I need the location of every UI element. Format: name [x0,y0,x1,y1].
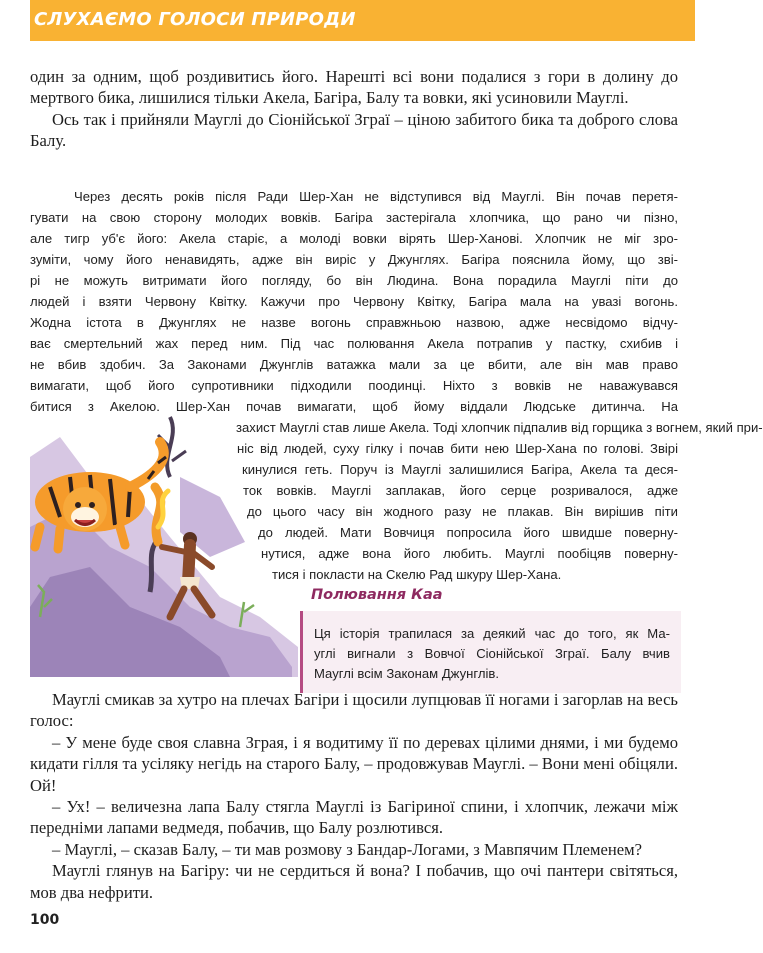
story-line: до людей. Мати Вовчиця попросила його швидше поверну- [258,525,678,540]
paragraph-7: Мауглі глянув на Багіру: чи не сердиться й вона? І побачив, що очі пантери світяться, мов два нефрити. [30,861,678,902]
page-header-bar [30,0,695,41]
intro-line: углі вигнали з Вовчої Сіонійської Зграї. Балу вчив [314,646,670,661]
story-line: до цього часу він жодного разу не плакав. Він вирішив піти [247,504,678,519]
paragraph-6: – Мауглі, – сказав Балу, – ти мав розмову з Бандар-Логами, з Мавпячим Племенем? [52,839,642,859]
section-title: Полювання Каа [311,587,443,603]
section-intro-text [314,624,670,684]
paragraph-1: один за одним, щоб роздивитись його. Нарешті всі вони подалися з гори в долину до мертвого бика, лишилися тільки Акела, Багіра, Балу та вовки, які усиновили Мауглі. [30,67,678,108]
page-number: 100 [30,912,60,928]
story-line: ток вовків. Мауглі заплакав, його серце розривалося, адже [243,483,678,498]
story-line: нутися, адже вона його любить. Мауглі пообіцяв поверну- [261,546,678,561]
story-line: Жодна істота в Джунглях не назве вогонь справжньою назвою, адже несвідомо відчу- [30,315,678,330]
paragraph-5: – Ух! – величезна лапа Балу стягла Мауглі із Багіриної спини, і хлопчик, лежачи між передніми лапами ведмедя, побачив, що Балу розлютився. [30,797,678,838]
story-line: не вбив здобич. За Законами Джунглів ватажка мали за це вбити, але він мав право [30,357,678,372]
intro-line: Мауглі всім Законам Джунглів. [314,666,500,681]
intro-line: Ця історія трапилася за деякий час до того, як Ма- [314,626,670,641]
story-line: рі не можуть витримати його погляду, бо він Людина. Вона порадила Мауглі піти до [30,273,678,288]
paragraph-3: Мауглі смикав за хутро на плечах Багіри і щосили лупцював її ногами і загорлав на весь голос: [30,690,678,731]
story-line: людей і взяти Червону Квітку. Кажучи про Червону Квітку, Багіра мала на увазі вогонь. [30,294,678,309]
story-line: ніс від людей, суху гілку і почав бити нею Шер-Хана по голові. Звірі [237,441,678,456]
bottom-text-block [30,689,678,903]
story-line: Через десять років після Ради Шер-Хан не відступився від Мауглі. Він почав перетя- [74,189,678,204]
chapter-title: СЛУХАЄМО ГОЛОСИ ПРИРОДИ [34,9,356,30]
story-line: зуміти, чому його ненавидять, адже він виріс у Джунглях. Багіра пояснила йому, що зві- [30,252,678,267]
story-line: ває смертельний жах перед ним. Під час полювання Акела потрапив у пастку, схибив і [30,336,678,351]
story-line: битися з Акелою. Шер-Хан почав вимагати, щоб йому віддали Людське дитинча. На [30,399,678,414]
story-line: тися і покласти на Скелю Рад шкуру Шер-Хана. [272,567,562,582]
story-line: вимагати, щоб його супротивники підходили поодинці. Ніхто з вовків не наважувався [30,378,678,393]
paragraph-2: Ось так і прийняли Мауглі до Сіонійської Зграї – ціною забитого бика та доброго слова Балу. [30,109,678,151]
paragraph-4: – У мене буде своя славна Зграя, і я водитиму її по деревах цілими днями, і ми будемо кидати гілля та усіляку негідь на старого Балу, – продовжував Мауглі. – Вони мені обіцяли. Ой! [30,732,678,795]
story-line: гувати на свою сторону молодих вовків. Багіра застерігала хлопчика, що рано чи пізно, [30,210,678,225]
story-summary-full-width [30,186,678,417]
story-line: кинулися геть. Поруч із Мауглі залишилися Багіра, Акела та деся- [242,462,678,477]
top-text-block [30,66,678,152]
story-line: але тигр уб'є його: Акела старіє, а молоді вовки вірять Шер-Ханові. Хлопчик не міг зро- [30,231,678,246]
story-line: захист Мауглі став лише Акела. Тоді хлопчик підпалив від горщика з вогнем, який при- [236,420,763,435]
